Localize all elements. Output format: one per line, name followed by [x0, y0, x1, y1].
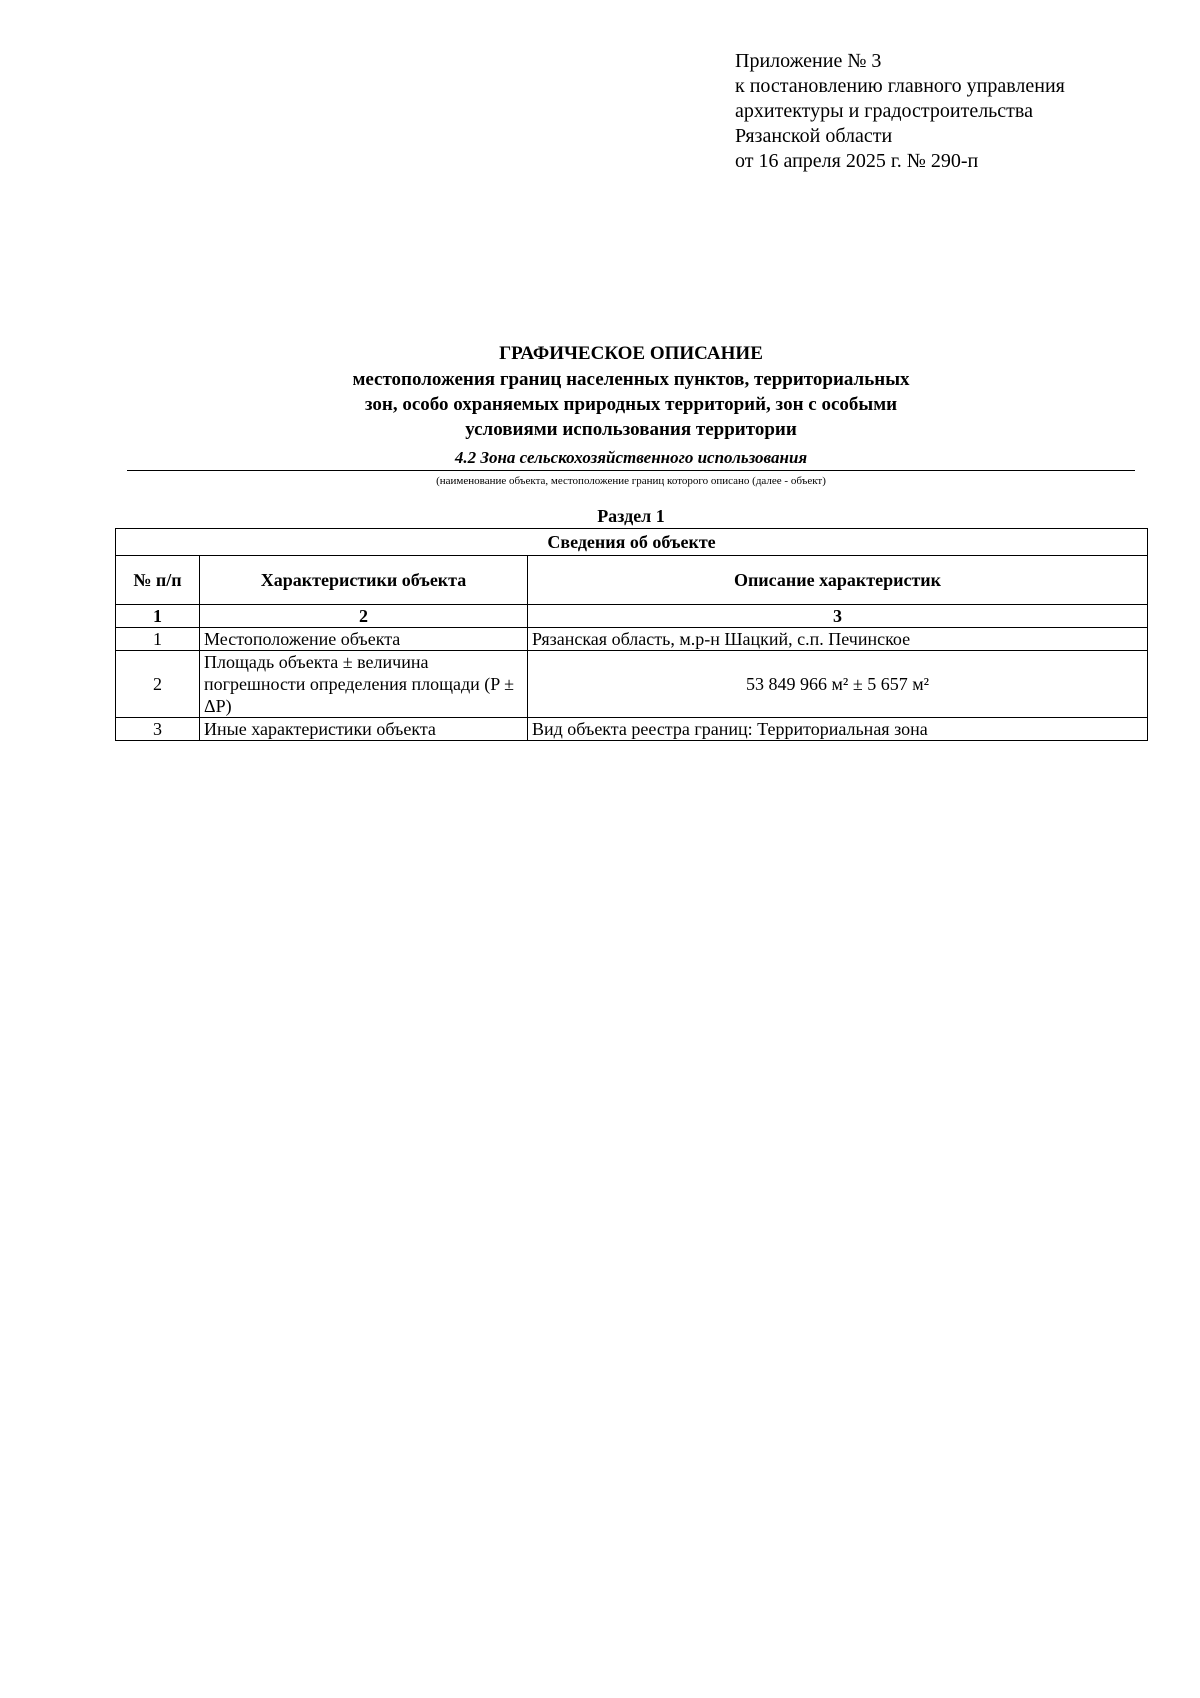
document-title-block: [0, 341, 1200, 442]
row-characteristic: Иные характеристики объекта: [200, 718, 528, 741]
header-number: № п/п: [116, 556, 200, 605]
appendix-line: Приложение № 3: [735, 50, 882, 72]
document-subtitle-line: условиями использования территории: [465, 419, 797, 440]
column-number-row: [116, 605, 1148, 628]
header-description: Описание характеристик: [528, 556, 1148, 605]
row-characteristic: Площадь объекта ± величина погрешности определения площади (P ± ΔP): [200, 651, 528, 718]
row-description: Рязанская область, м.р-н Шацкий, с.п. Печинское: [528, 628, 1148, 651]
appendix-line: к постановлению главного управления: [735, 75, 1065, 97]
table-header-row: [116, 556, 1148, 605]
appendix-line: от 16 апреля 2025 г. № 290-п: [735, 150, 979, 172]
table-row: [116, 651, 1148, 718]
appendix-line: архитектуры и градостроительства: [735, 100, 1033, 122]
row-number: 2: [116, 651, 200, 718]
document-title: ГРАФИЧЕСКОЕ ОПИСАНИЕ: [499, 343, 763, 364]
row-number: 3: [116, 718, 200, 741]
column-number: 2: [200, 605, 528, 628]
column-number: 3: [528, 605, 1148, 628]
appendix-line: Рязанской области: [735, 125, 893, 147]
header-characteristic: Характеристики объекта: [200, 556, 528, 605]
object-info-table: [115, 528, 1148, 741]
object-name-caption: (наименование объекта, местоположение границ которого описано (далее - объект): [436, 475, 826, 487]
table-row: [116, 718, 1148, 741]
document-subtitle-line: местоположения границ населенных пунктов, территориальных: [352, 369, 910, 390]
row-description: Вид объекта реестра границ: Территориальная зона: [528, 718, 1148, 741]
object-name: 4.2 Зона сельскохозяйственного использования: [127, 447, 1135, 471]
row-description: 53 849 966 м² ± 5 657 м²: [528, 651, 1148, 718]
section-title: Раздел 1: [597, 506, 665, 526]
row-characteristic: Местоположение объекта: [200, 628, 528, 651]
document-subtitle-line: зон, особо охраняемых природных территорий, зон с особыми: [364, 394, 898, 415]
row-number: 1: [116, 628, 200, 651]
table-caption-row: [116, 529, 1148, 556]
table-row: [116, 628, 1148, 651]
appendix-header: [735, 49, 1065, 174]
column-number: 1: [116, 605, 200, 628]
table-caption: Сведения об объекте: [116, 529, 1148, 556]
